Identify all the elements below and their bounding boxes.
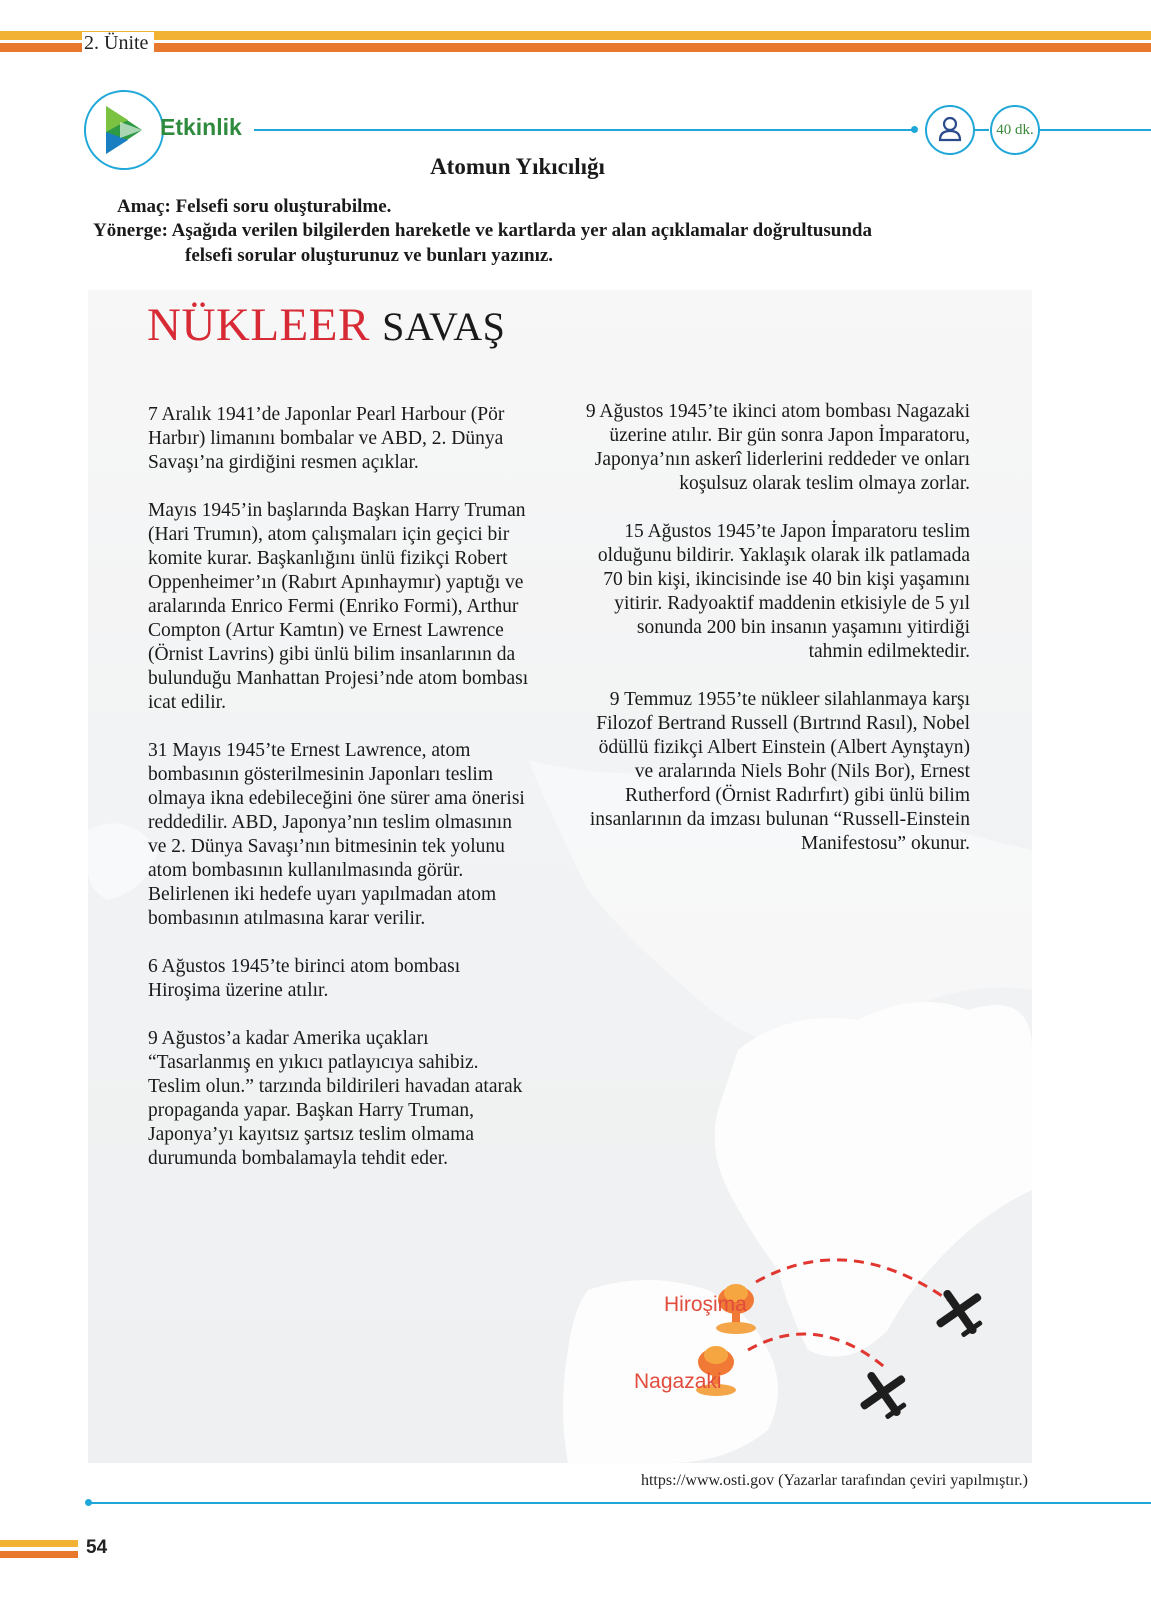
- paragraph: Mayıs 1945’in başlarında Başkan Harry Truman (Hari Trumın), atom çalışmaları için geçici bir komite kurar. Başkanlığını ünlü fizikçi Robert Oppenheimer’ın (Rabırt Apınhaymır) yaptığı ve aralarında Enrico Fermi (Enriko Formi), Arthur Compton (Artur Kamtın) ve Ernest Lawrence (Örnist Lavrins) gibi ünlü bilim insanlarının da bulunduğu Manhattan Projesi’nde atom bombası icat edilir.: [148, 500, 529, 713]
- duration-text: 40 dk.: [996, 122, 1034, 138]
- page-number: 54: [86, 1537, 108, 1558]
- activity-title: Atomun Yıkıcılığı: [430, 154, 605, 179]
- instruction-line-1: [93, 220, 872, 242]
- header-line-left: [254, 129, 914, 131]
- paragraph: 7 Aralık 1941’de Japonlar Pearl Harbour (Pör Harbır) limanını bombalar ve ABD, 2. Dünya Savaşı’na girdiğini resmen açıklar.: [148, 404, 505, 473]
- card-title-black: SAVAŞ: [382, 304, 506, 349]
- person-icon: [927, 107, 973, 153]
- footer-stripe-bottom: [0, 1551, 78, 1558]
- footer-line: [88, 1502, 1151, 1504]
- paragraph: 31 Mayıs 1945’te Ernest Lawrence, atom bombasının gösterilmesinin Japonları teslim olmaya ikna edebileceğini öne sürer ama önerisi reddedilir. ABD, Japonya’nın teslim olmasının ve 2. Dünya Savaşı’nın bitmesinin tek yolunu atom bombasının kullanılmasında görür. Belirlenen iki hedefe uyarı yapılmadan atom bombasının atılmasına karar verilir.: [148, 740, 525, 929]
- goal-text: Felsefi soru oluşturabilme.: [175, 196, 392, 217]
- source-citation: https://www.osti.gov (Yazarlar tarafından çeviri yapılmıştır.): [640, 1472, 1028, 1489]
- duration-ring: [990, 105, 1040, 155]
- instruction-line-2: felsefi sorular oluşturunuz ve bunları yazınız.: [185, 245, 554, 266]
- header-line-mid: [975, 129, 989, 131]
- header-line-right: [1040, 129, 1151, 131]
- unit-label: 2. Ünite: [82, 32, 154, 55]
- right-text-column: [582, 400, 970, 880]
- footer-stripe-top: [0, 1540, 78, 1547]
- header-stripe-bottom: [0, 43, 1151, 52]
- instruction-text-1: Aşağıda verilen bilgilerden hareketle ve kartlarda yer alan açıklamalar doğrultusunda: [171, 220, 872, 241]
- activity-label: Etkinlik: [160, 114, 242, 140]
- paragraph: 6 Ağustos 1945’te birinci atom bombası Hiroşima üzerine atılır.: [148, 956, 461, 1001]
- map-label-nagasaki: Nagazaki: [634, 1370, 722, 1393]
- card-title-red: NÜKLEER: [147, 299, 370, 351]
- paragraph: 15 Ağustos 1945’te Japon İmparatoru teslim olduğunu bildirir. Yaklaşık olarak ilk patlamada 70 bin kişi, ikincisinde ise 40 bin kişi yaşamını yitirir. Radyoaktif maddenin etkisiyle de 5 yıl sonunda 200 bin insanın yaşamını yitirdiği tahmin edilmektedir.: [597, 521, 970, 662]
- card-title: [147, 298, 505, 352]
- left-text-column: [148, 403, 530, 1195]
- goal-label: Amaç:: [117, 196, 171, 217]
- header-stripe-top: [0, 31, 1151, 40]
- map-label-hiroshima: Hiroşima: [664, 1293, 747, 1316]
- header-line-dot: [911, 126, 918, 133]
- instruction-label: Yönerge:: [93, 220, 168, 241]
- paragraph: 9 Ağustos 1945’te ikinci atom bombası Nagazaki üzerine atılır. Bir gün sonra Japon İmparatoru, Japonya’nın askerî liderlerini reddeder ve onları koşulsuz olarak teslim olmaya zorlar.: [585, 401, 970, 494]
- goal-line: [117, 196, 391, 218]
- bomber-plane-icon: [924, 1276, 996, 1348]
- person-ring: [925, 105, 975, 155]
- paragraph: 9 Temmuz 1955’te nükleer silahlanmaya karşı Filozof Bertrand Russell (Bırtrınd Rasıl), Nobel ödüllü fizikçi Albert Einstein (Albert Aynştayn) ve aralarında Niels Bohr (Nils Bor), Ernest Rutherford (Örnist Radırfırt) gibi ünlü bilim insanlarının da imzası bulunan “Russell-Einstein Manifestosu” okunur.: [589, 689, 970, 854]
- paragraph: 9 Ağustos’a kadar Amerika uçakları “Tasarlanmış en yıkıcı patlayıcıya sahibiz. Teslim olun.” tarzında bildirileri havadan atarak propaganda yapar. Başkan Harry Truman, Japonya’yı kayıtsız şartsız teslim olmama durumunda bombalamayla tehdit eder.: [148, 1028, 523, 1169]
- bomber-plane-icon: [848, 1358, 920, 1430]
